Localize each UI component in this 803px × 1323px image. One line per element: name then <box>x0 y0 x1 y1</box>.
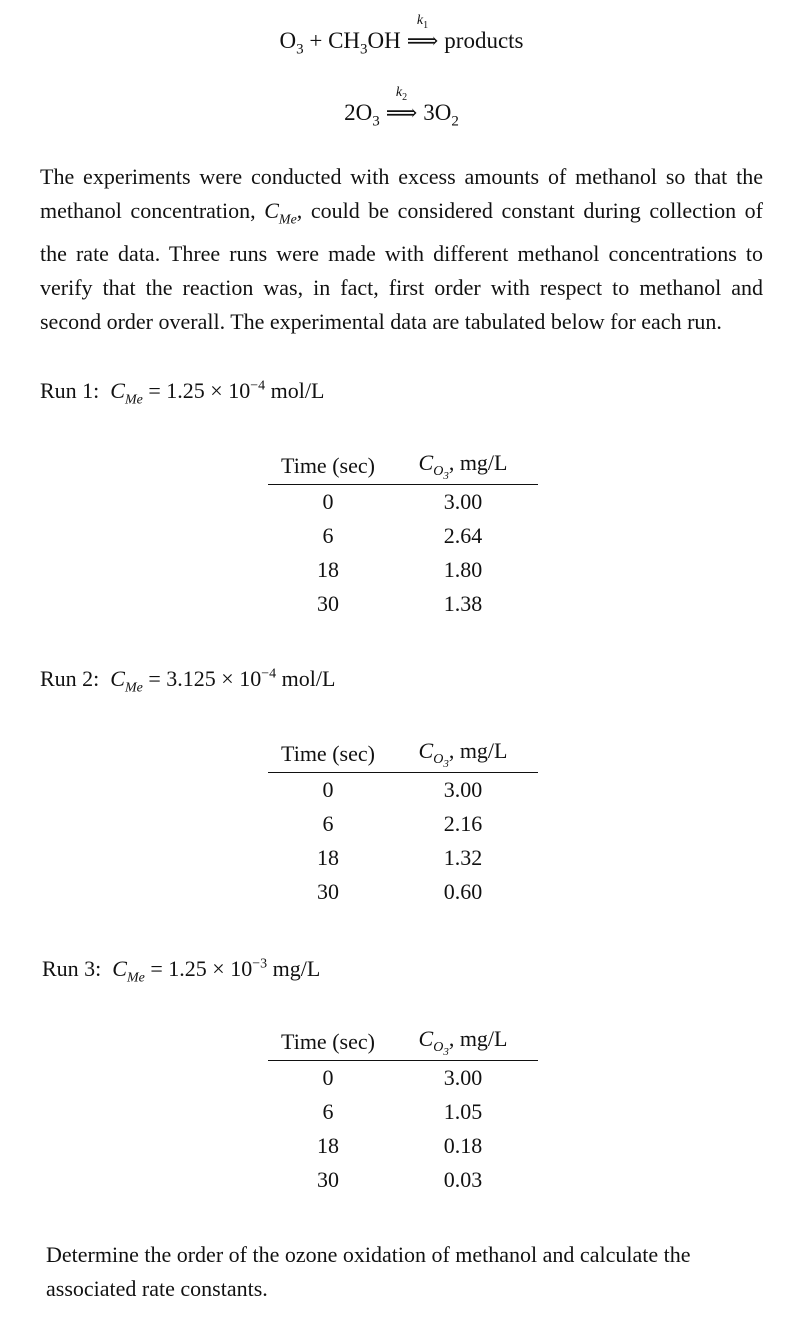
run-1-table <box>268 450 538 621</box>
run-1-heading: Run 1: $C_{Me} = 1.25 \times 10^{-4}$ mol/L <box>40 378 325 408</box>
table-row: 18 0.18 <box>317 1133 483 1159</box>
reaction-equation-2: $2O_3$ $k_2$ ⟹ $3O_2$ <box>344 85 459 130</box>
table-row: 6 2.16 <box>322 811 483 837</box>
table-row: 0 3.00 <box>322 777 483 803</box>
time-header: Time (sec) <box>268 1026 388 1061</box>
run-3-heading: Run 3: $C_{Me} = 1.25 \times 10^{-3}$ mg/L <box>42 956 321 986</box>
concentration-header: $C_{O_3}$, mg/L <box>388 450 538 485</box>
run-2-table <box>268 738 538 909</box>
table-row: 0 3.00 <box>322 489 483 515</box>
time-header: Time (sec) <box>268 738 388 773</box>
table-row: 30 0.03 <box>317 1167 483 1193</box>
table-header-row <box>268 738 538 773</box>
table-row: 6 1.05 <box>322 1099 483 1125</box>
concentration-header: $C_{O_3}$, mg/L <box>388 738 538 773</box>
run-3-table <box>268 1026 538 1197</box>
run-2-heading: Run 2: $C_{Me} = 3.125 \times 10^{-4}$ mol/L <box>40 666 336 696</box>
table-row: 18 1.32 <box>317 845 483 871</box>
time-header: Time (sec) <box>268 450 388 485</box>
reaction-equation-1: $O_3 + CH_3OH$ $k_1$ ⟹ products <box>279 13 524 58</box>
concentration-header: $C_{O_3}$, mg/L <box>388 1026 538 1061</box>
table-row: 18 1.80 <box>317 557 483 583</box>
table-row: 30 0.60 <box>317 879 483 905</box>
rate-arrow-1: $k_1$ ⟹ <box>406 13 439 53</box>
problem-paragraph: The experiments were conducted with excess amounts of methanol so that the methanol concentration, $C_{Me}$, could be considered constant during collection of the rate data. Three runs were made with different methanol concentrations to verify that the reaction was, in fact, first order with respect to methanol and second order overall. The experimental data are tabulated below for each run. <box>40 164 763 335</box>
table-row: 0 3.00 <box>322 1065 483 1091</box>
table-header-row <box>268 1026 538 1061</box>
rate-arrow-2: $k_2$ ⟹ <box>385 85 418 125</box>
table-row: 30 1.38 <box>317 591 483 617</box>
question-text: Determine the order of the ozone oxidation of methanol and calculate the associated rate constants. <box>46 1242 691 1301</box>
table-header-row <box>268 450 538 485</box>
table-row: 6 2.64 <box>322 523 483 549</box>
